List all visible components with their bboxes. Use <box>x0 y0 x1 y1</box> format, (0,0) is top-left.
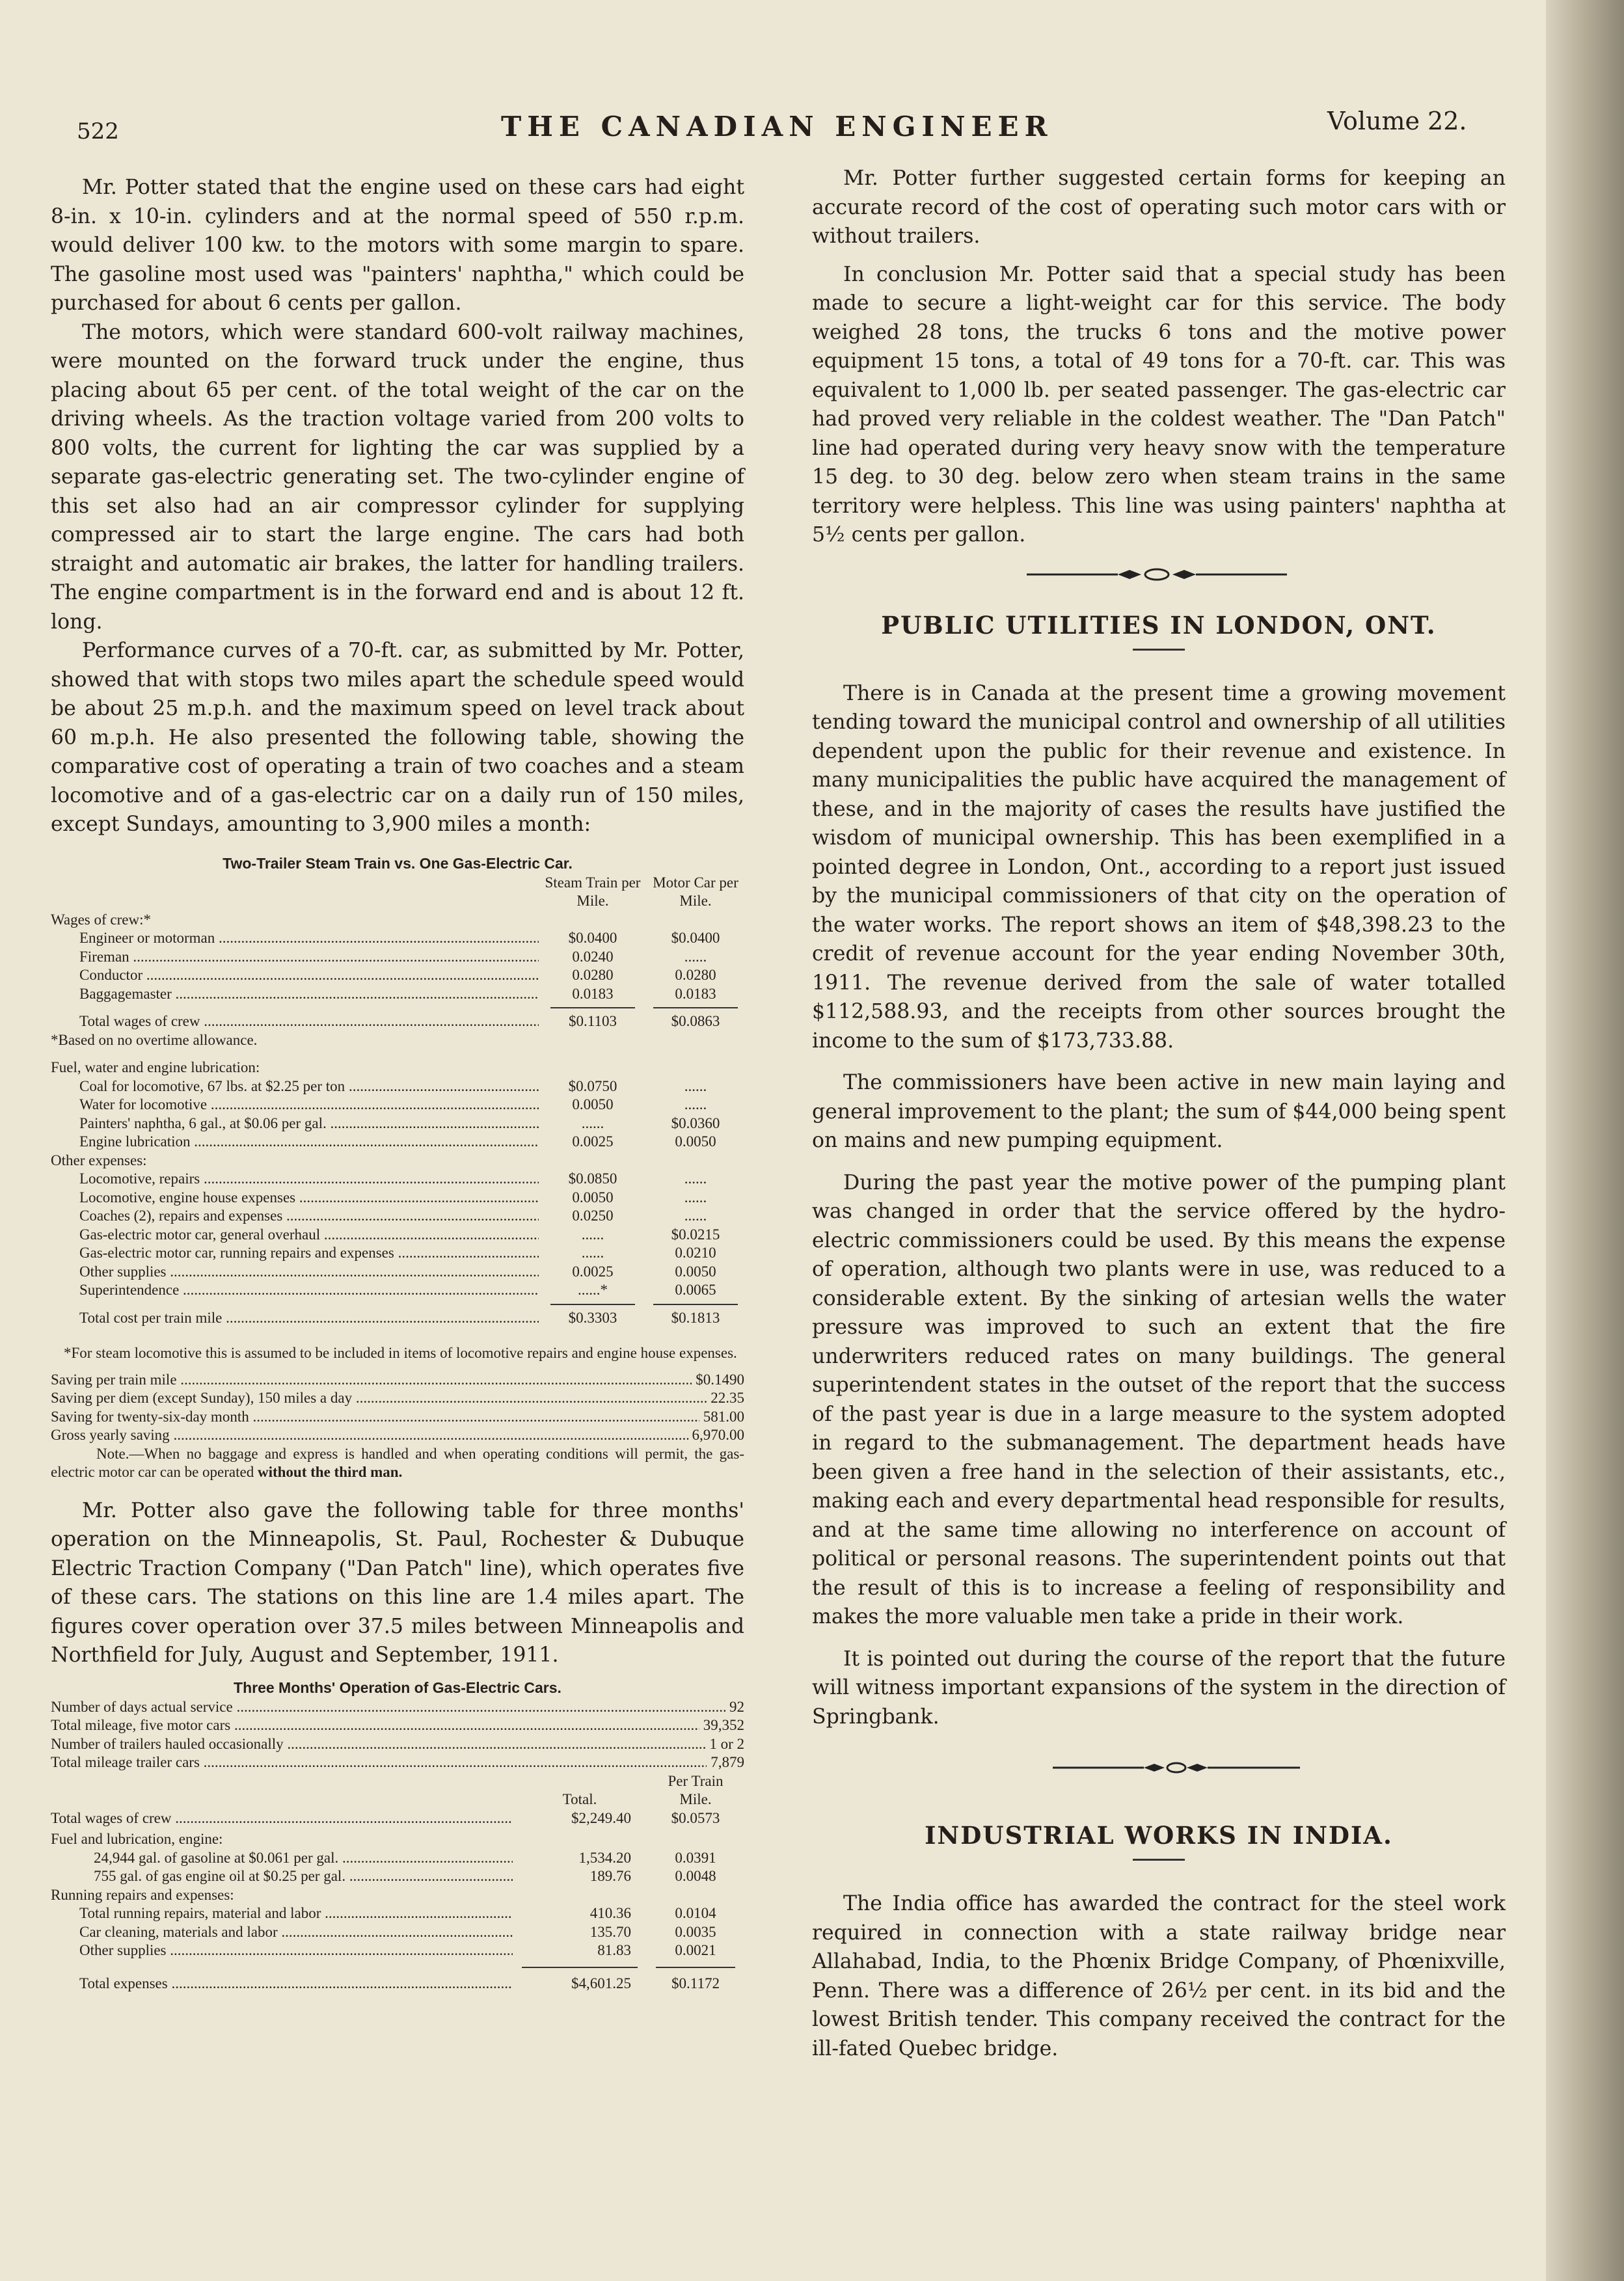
steam-value: 0.0280 <box>572 967 614 983</box>
row-label: Gas-electric motor car, general overhaul ..... <box>51 1226 539 1245</box>
summary-label: Number of days actual service ..... <box>51 1698 725 1717</box>
summary-label: Total mileage, five motor cars ..... <box>51 1716 699 1735</box>
row-label: Wages of crew:* <box>51 911 151 928</box>
row-label: 755 gal. of gas engine oil at $0.25 per gal. ..... <box>51 1867 513 1886</box>
steam-value: ...... <box>581 1226 604 1243</box>
summary-label: Number of trailers hauled occasionally ..... <box>51 1735 705 1754</box>
row-label: Total cost per train mile ..... <box>51 1309 539 1328</box>
total-value: $2,249.40 <box>571 1809 631 1826</box>
row-label: Engine lubrication ..... <box>51 1133 539 1152</box>
sum-rule <box>653 1007 738 1008</box>
ornament-icon <box>812 568 1506 581</box>
steam-value: 0.0025 <box>572 1263 614 1280</box>
paragraph: The India office has awarded the contract for the steel work required in connection with a state railway bridge near Allahabad, India, to the Phœnix Bridge Company, of Phœnixville, Penn. There was a difference of 26½ per cent. in its bid and the lowest British tender. This company received the contract for the ill-fated Quebec bridge. <box>812 1892 1506 2060</box>
motor-value: ...... <box>684 948 707 965</box>
note <box>51 1445 744 1482</box>
summary-row <box>51 1716 744 1735</box>
summary-label: Total mileage trailer cars ..... <box>51 1753 707 1772</box>
row-label: *Based on no overtime allowance. <box>51 1031 258 1048</box>
right-column <box>812 164 1506 2063</box>
summary-row <box>51 1698 744 1717</box>
paragraph: It is pointed out during the course of the report that the future will witness important expansions of the system in the direction of Springbank. <box>812 1647 1506 1729</box>
savings-label: Gross yearly saving ..... <box>51 1426 688 1445</box>
steam-value <box>544 1152 642 1170</box>
per-mile-value: 0.0048 <box>675 1868 716 1884</box>
steam-value <box>544 1031 642 1050</box>
column-header: Steam Train per Mile. <box>545 874 641 909</box>
savings-row <box>51 1389 744 1408</box>
steam-value: 0.0050 <box>572 1096 614 1113</box>
motor-value: $0.0863 <box>671 1013 720 1029</box>
motor-value: 0.0050 <box>675 1133 716 1150</box>
note-bold: without the third man. <box>257 1464 403 1480</box>
operation-table-header <box>51 1772 744 1809</box>
total-value: $4,601.25 <box>571 1975 631 1991</box>
total-value: 410.36 <box>589 1905 631 1921</box>
row-label: Running repairs and expenses: <box>51 1886 234 1903</box>
table-title: Three Months' Operation of Gas-Electric Cars. <box>234 1679 562 1696</box>
summary-value: 92 <box>729 1698 744 1715</box>
paragraph: The motors, which were standard 600-volt railway machines, were mounted on the forward truck under the engine, thus placing about 65 per cent. of the total weight of the car on the driving wheels. As the traction voltage varied from 200 volts to 800 volts, the current for lighting the car was supplied by a separate gas-electric generating set. The two-cylinder engine of this set also had an air compressor cylinder for supplying compressed air to start the large engine. The cars had both straight and automatic air brakes, the latter for handling trailers. The engine compartment is in the forward end and is about 12 ft. long. <box>51 320 744 634</box>
motor-value: ...... <box>684 1208 707 1224</box>
motor-value: 0.0183 <box>675 985 716 1002</box>
row-label: Other supplies ..... <box>51 1263 539 1282</box>
row-label: Other supplies ..... <box>51 1941 513 1960</box>
column-header-line: Per Train <box>668 1772 724 1789</box>
ornament-divider <box>812 1761 1506 1774</box>
steam-value: $0.3303 <box>568 1309 617 1326</box>
row-label: 24,944 gal. of gasoline at $0.061 per gal. ..... <box>51 1849 513 1868</box>
row-label: Painters' naphtha, 6 gal., at $0.06 per gal. ..... <box>51 1114 539 1133</box>
motor-value <box>647 911 744 930</box>
row-label: Coaches (2), repairs and expenses ..... <box>51 1207 539 1226</box>
sum-rule <box>653 1304 738 1305</box>
savings-label: Saving for twenty-six-day month ..... <box>51 1408 699 1427</box>
row-label: Fuel and lubrication, engine: <box>51 1831 223 1847</box>
row-label: Gas-electric motor car, running repairs and expenses ..... <box>51 1244 539 1263</box>
savings-row <box>51 1426 744 1445</box>
binding-edge <box>1546 0 1624 2281</box>
motor-value <box>647 1152 744 1170</box>
paragraph: Mr. Potter also gave the following table for three months' operation on the Minneapolis, St. Paul, Rochester & Dubuque Electric Traction Company ("Dan Patch" line), which operates five of these cars. The stations on this line are 1.4 miles apart. The figures cover operation over 37.5 miles between Minneapolis and Northfield for July, August and September, 1911. <box>51 1498 744 1667</box>
sum-rule <box>656 1967 735 1968</box>
sum-rule <box>550 1304 635 1305</box>
operation-table-body <box>51 1809 744 1993</box>
steam-value: ...... <box>581 1114 604 1131</box>
table-title: Two-Trailer Steam Train vs. One Gas-Electric Car. <box>223 854 573 872</box>
steam-value <box>544 1059 642 1077</box>
steam-value: ...... <box>581 1245 604 1261</box>
motor-value: ...... <box>684 1077 707 1094</box>
ornament-divider <box>812 568 1506 581</box>
steam-value: 0.0050 <box>572 1189 614 1206</box>
row-label: Water for locomotive ..... <box>51 1096 539 1114</box>
motor-value <box>647 1059 744 1077</box>
steam-value: 0.0240 <box>572 948 614 965</box>
paragraph: In conclusion Mr. Potter said that a special study has been made to secure a light-weight car for this service. The body weighed 28 tons, the trucks 6 tons and the motive power equipment 15 tons, a total of 49 tons for a 70-ft. car. This was equivalent to 1,000 lb. per seated passenger. The gas-electric car had proved very reliable in the coldest weather. The "Dan Patch" line had operated during very heavy snow with the temperature 15 deg. to 30 deg. below zero when steam trains in the same territory were helpless. This line was using painters' naphtha at 5½ cents per gallon. <box>812 262 1506 547</box>
spacer <box>51 1300 539 1309</box>
operation-summary <box>51 1698 744 1772</box>
savings-label: Saving per diem (except Sunday), 150 miles a day ..... <box>51 1389 707 1408</box>
column-header: Total. <box>562 1791 597 1807</box>
paragraph: Performance curves of a 70-ft. car, as submitted by Mr. Potter, showed that with stops two miles apart the schedule speed would be about 25 m.p.h. and the maximum speed on level track about 60 m.p.h. He also presented the following table, showing the comparative cost of operating a train of two coaches and a steam locomotive and of a gas-electric car on a daily run of 150 miles, except Sundays, amounting to 3,900 miles a month: <box>51 639 744 836</box>
per-mile-value: $0.1172 <box>671 1975 720 1991</box>
row-label: Conductor ..... <box>51 966 539 985</box>
motor-value: 0.0050 <box>675 1263 716 1280</box>
row-label: Total running repairs, material and labor ..... <box>51 1904 513 1923</box>
motor-value <box>647 1031 744 1050</box>
summary-row <box>51 1753 744 1772</box>
row-label: Total wages of crew ..... <box>51 1809 513 1828</box>
savings-row <box>51 1371 744 1390</box>
steam-value: 0.0025 <box>572 1133 614 1150</box>
total-value: 135.70 <box>589 1923 631 1940</box>
motor-value: ...... <box>684 1170 707 1187</box>
steam-value <box>544 911 642 930</box>
row-label: Baggagemaster ..... <box>51 985 539 1004</box>
per-mile-value: $0.0573 <box>671 1809 720 1826</box>
heading-rule <box>1133 1859 1185 1861</box>
total-value <box>518 1886 642 1905</box>
section-heading: INDUSTRIAL WORKS IN INDIA. <box>925 1821 1393 1850</box>
motor-value: $0.0360 <box>671 1114 720 1131</box>
spacer <box>51 1003 539 1012</box>
row-label: Fuel, water and engine lubrication: <box>51 1059 260 1075</box>
motor-value: 0.0065 <box>675 1282 716 1298</box>
paragraph: Mr. Potter further suggested certain forms for keeping an accurate record of the cost of operating such motor cars with or without trailers. <box>812 167 1506 248</box>
note-text: Note.—When no baggage and express is handled and when operating conditions will permit, the gas-electric motor car can be operated <box>51 1445 744 1480</box>
row-label: Coal for locomotive, 67 lbs. at $2.25 per ton ..... <box>51 1077 539 1096</box>
per-mile-value <box>647 1830 744 1849</box>
per-mile-value <box>647 1886 744 1905</box>
savings-list <box>51 1371 744 1445</box>
steam-value: $0.0750 <box>568 1077 617 1094</box>
row-label: Car cleaning, materials and labor ..... <box>51 1923 513 1942</box>
left-column <box>51 173 744 1993</box>
journal-title: THE CANADIAN ENGINEER <box>501 111 1053 142</box>
table-footnote: *For steam locomotive this is assumed to be included in items of locomotive repairs and engine house expenses. <box>64 1345 737 1361</box>
row-label: Superintendence ..... <box>51 1281 539 1300</box>
per-mile-value: 0.0021 <box>675 1942 716 1958</box>
cost-table <box>51 874 744 911</box>
motor-value: 0.0280 <box>675 967 716 983</box>
per-mile-value: 0.0035 <box>675 1923 716 1940</box>
volume-label: Volume 22. <box>1327 107 1467 135</box>
row-label: Locomotive, repairs ..... <box>51 1170 539 1189</box>
steam-value: $0.0400 <box>568 930 617 946</box>
motor-value: ...... <box>684 1189 707 1206</box>
motor-value: $0.0400 <box>671 930 720 946</box>
row-label: Total wages of crew ..... <box>51 1012 539 1031</box>
motor-value: ...... <box>684 1096 707 1113</box>
column-header: Motor Car per Mile. <box>653 874 738 909</box>
row-label: Other expenses: <box>51 1152 147 1168</box>
motor-value: 0.0210 <box>675 1245 716 1261</box>
savings-value: 22.35 <box>710 1390 744 1406</box>
spacer <box>51 1960 513 1975</box>
paragraph: There is in Canada at the present time a growing movement tending toward the municipal control and ownership of all utilities dependent upon the public for their revenue and existence. In many municipalities the public have acquired the management of these, and in the majority of cases the results have justified the wisdom of municipal ownership. This has been exemplified in a pointed degree in London, Ont., according to a report just issued by the municipal commissioners of that city on the operation of the water works. The report shows an item of $48,398.23 to the credit of revenue account for the year ending November 30th, 1911. The revenue derived from the sale of water totalled $112,588.93, and the receipts from other sources brought the income to the sum of $173,733.88. <box>812 681 1506 1053</box>
heading-rule <box>1133 649 1185 651</box>
savings-value: 6,970.00 <box>692 1427 744 1443</box>
row-label: Locomotive, engine house expenses ..... <box>51 1189 539 1208</box>
steam-value: $0.1103 <box>569 1013 617 1029</box>
summary-value: 1 or 2 <box>709 1735 744 1752</box>
paragraph: The commissioners have been active in new main laying and general improvement to the plant; the sum of $44,000 being spent on mains and new pumping equipment. <box>812 1071 1506 1152</box>
summary-row <box>51 1735 744 1754</box>
column-header-line: Mile. <box>679 1791 712 1807</box>
paragraph: During the past year the motive power of the pumping plant was changed in order that the service offered by the hydro-electric commissioners could be used. By this means the expense of operation, although two plants were in use, was reduced to a considerable extent. By the sinking of artesian wells the water pressure was improved to such an extent that the fire underwriters reduced rates on many buildings. The general superintendent states in the outset of the report that the success of the past year is due in a large measure to the system adopted in regard to the submanagement. The department heads have been given a free hand in the selection of their assistants, etc., making each and every departmental head responsible for results, and at the same time allowing no interference on account of political or personal reasons. The superintendent points out that the result of this is to increase a feeling of responsibility and makes the more valuable men take a pride in their work. <box>812 1170 1506 1628</box>
section-heading: PUBLIC UTILITIES IN LONDON, ONT. <box>881 610 1437 640</box>
total-value: 1,534.20 <box>578 1849 631 1866</box>
steam-value: 0.0183 <box>572 985 614 1002</box>
summary-value: 7,879 <box>710 1754 744 1770</box>
sum-rule <box>550 1007 635 1008</box>
cost-table-body <box>51 911 744 1328</box>
spacer <box>51 1049 744 1059</box>
per-mile-value: 0.0104 <box>675 1905 716 1921</box>
total-value <box>518 1830 642 1849</box>
column-header <box>647 1772 744 1809</box>
row-label: Total expenses ..... <box>51 1975 513 1993</box>
per-mile-value: 0.0391 <box>675 1849 716 1866</box>
page-number: 522 <box>77 118 119 144</box>
steam-value: ......* <box>578 1282 608 1298</box>
ornament-icon <box>812 1761 1506 1774</box>
savings-value: $0.1490 <box>696 1371 744 1388</box>
total-value: 81.83 <box>597 1942 631 1958</box>
motor-value: $0.0215 <box>671 1226 720 1243</box>
steam-value: $0.0850 <box>568 1170 617 1187</box>
row-label: Fireman ..... <box>51 948 539 967</box>
sum-rule <box>522 1967 638 1968</box>
savings-label: Saving per train mile ..... <box>51 1371 692 1390</box>
savings-value: 581.00 <box>703 1408 744 1425</box>
total-value: 189.76 <box>589 1868 631 1884</box>
summary-value: 39,352 <box>703 1717 744 1733</box>
motor-value: $0.1813 <box>671 1309 720 1326</box>
row-label: Engineer or motorman ..... <box>51 929 539 948</box>
savings-row <box>51 1408 744 1427</box>
paragraph: Mr. Potter stated that the engine used on these cars had eight 8-in. x 10-in. cylinders and at the normal speed of 550 r.p.m. would deliver 100 kw. to the motors with some margin to spare. The gasoline most used was "painters' naphtha," which could be purchased for about 6 cents per gallon. <box>51 176 744 315</box>
steam-value: 0.0250 <box>572 1208 614 1224</box>
